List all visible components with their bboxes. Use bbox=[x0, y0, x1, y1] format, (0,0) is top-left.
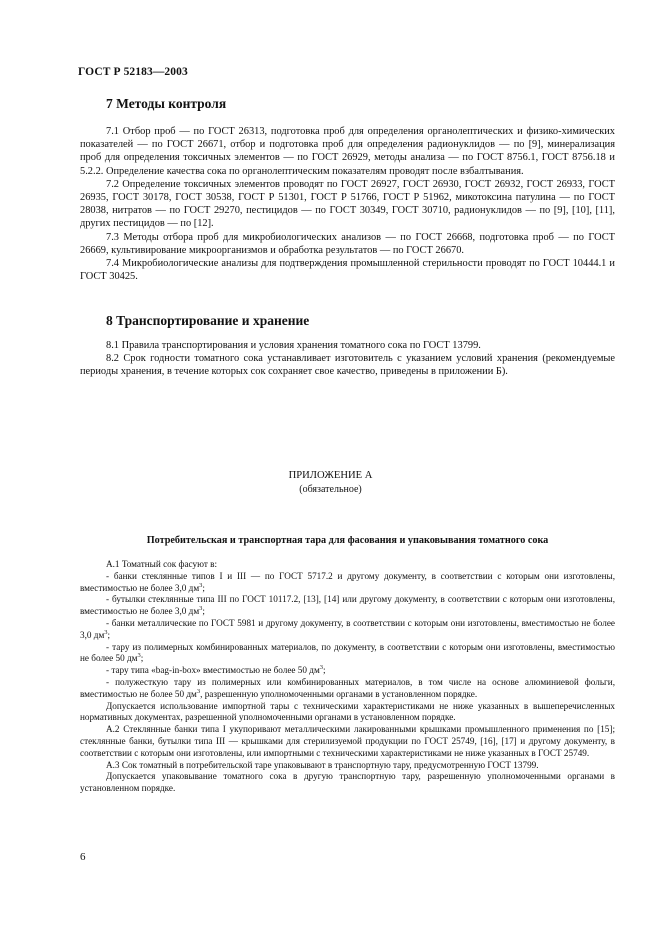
paragraph-7-2: 7.2 Определение токсичных элементов проводят по ГОСТ 26927, ГОСТ 26930, ГОСТ 26932, ГОСТ 26933, ГОСТ 26935, ГОСТ 30178, ГОСТ 30538, ГОСТ Р 51301, ГОСТ Р 51766, ГОСТ Р 51962, микотоксина патулина — по ГОСТ 28038, нитратов — по ГОСТ 29270, пестицидов — по ГОСТ 30349, ГОСТ 30710, радионуклидов — по [9], [10], [11], других пестицидов — по [12]. bbox=[80, 178, 615, 230]
list-item: - бутылки стеклянные типа III по ГОСТ 10117.2, [13], [14] или другому документу, в соответствии с которым они изготовлены, вместимостью не более 3,0 $дм^3$; bbox=[80, 594, 615, 617]
appendix-body bbox=[80, 559, 615, 795]
appendix-title: ПРИЛОЖЕНИЕ А bbox=[288, 470, 373, 481]
document-header: ГОСТ Р 52183—2003 bbox=[78, 66, 188, 78]
appendix-subtitle: (обязательное) bbox=[299, 484, 362, 495]
paragraph-a1: А.1 Томатный сок фасуют в: bbox=[106, 559, 218, 569]
list-item: - банки металлические по ГОСТ 5981 и другому документу, в соответствии с которым они изготовлены, вместимостью не более 3,0 $дм^3$; bbox=[80, 617, 615, 640]
paragraph-7-1: 7.1 Отбор проб — по ГОСТ 26313, подготовка проб для определения органолептических и физико-химических показателей — по ГОСТ 26671, отбор и подготовка проб для определения радионуклидов — по [9], минерализация проб для определения токсичных элементов — по ГОСТ 26929, методы анализа — по ГОСТ 8756.1, ГОСТ 8756.18 и 5.2.2. Определение качества сока по органолептическим показателям проводят после взбалтывания. bbox=[80, 126, 615, 177]
list-item: - банки стеклянные типов I и III — по ГОСТ 5717.2 и другому документу, в соответствии с которым они изготовлены, вместимостью не более 3,0 $дм^3$; bbox=[80, 570, 615, 593]
paragraph-a3: А.3 Сок томатный в потребительской таре упаковывают в транспортную тару, предусмотренную ГОСТ 13799. bbox=[106, 759, 539, 770]
list-item: - полужесткую тару из полимерных или комбинированных материалов, в том числе на основе алюминиевой фольги, вместимостью не более 50 $дм^3$, разрешенную уполномоченными органами в установленном порядке. bbox=[80, 676, 615, 699]
list-item: - тару типа «bag-in-box» вместимостью не более 50 $дм^3$; bbox=[106, 664, 326, 676]
paragraph-7-3: 7.3 Методы отбора проб для микробиологических анализов — по ГОСТ 26668, подготовка проб — по ГОСТ 26669, культивирование микроорганизмов и обработка результатов — по ГОСТ 26670. bbox=[80, 231, 615, 256]
section-7-title: 7 Методы контроля bbox=[106, 96, 227, 111]
paragraph-a2: А.2 Стеклянные банки типа I укупоривают металлическими лакированными крышками промышленного применения по [15]; стеклянные банки, бутылки типа III — крышками для стерилизуемой продукции по ГОСТ 25749, [16], [17] и другому документу, в соответствии с которым они изготовлены, или импортными с техническими характеристиками не ниже указанных в ГОСТ 25749. bbox=[80, 724, 615, 758]
paragraph-7-4: 7.4 Микробиологические анализы для подтверждения промышленной стерильности проводят по ГОСТ 10444.1 и ГОСТ 30425. bbox=[80, 258, 615, 283]
section-7-body bbox=[80, 125, 615, 283]
section-8-body bbox=[80, 339, 615, 379]
appendix-heading: Потребительская и транспортная тара для фасования и упаковывания томатного сока bbox=[146, 535, 549, 546]
list-item: - тару из полимерных комбинированных материалов, по документу, в соответствии с которым они изготовлены, вместимостью не более 50 $дм^3$; bbox=[80, 641, 615, 664]
paragraph-8-2: 8.2 Срок годности томатного сока устанавливает изготовитель с указанием условий хранения (рекомендуемые периоды хранения, в течение которых сок сохраняет свое качество, приведены в приложении Б). bbox=[80, 353, 615, 378]
paragraph-pack: Допускается упаковывание томатного сока в другую транспортную тару, разрешенную уполномоченными органами в установленном порядке. bbox=[80, 771, 615, 794]
page-number: 6 bbox=[80, 851, 86, 863]
paragraph-8-1: 8.1 Правила транспортирования и условия хранения томатного сока по ГОСТ 13799. bbox=[106, 340, 481, 351]
section-8-title: 8 Транспортирование и хранение bbox=[106, 313, 310, 328]
paragraph-import: Допускается использование импортной тары с техническими характеристиками не ниже указанных в вышеперечисленных нормативных документах, разрешенной уполномоченными органами в установленном порядке. bbox=[80, 700, 615, 723]
